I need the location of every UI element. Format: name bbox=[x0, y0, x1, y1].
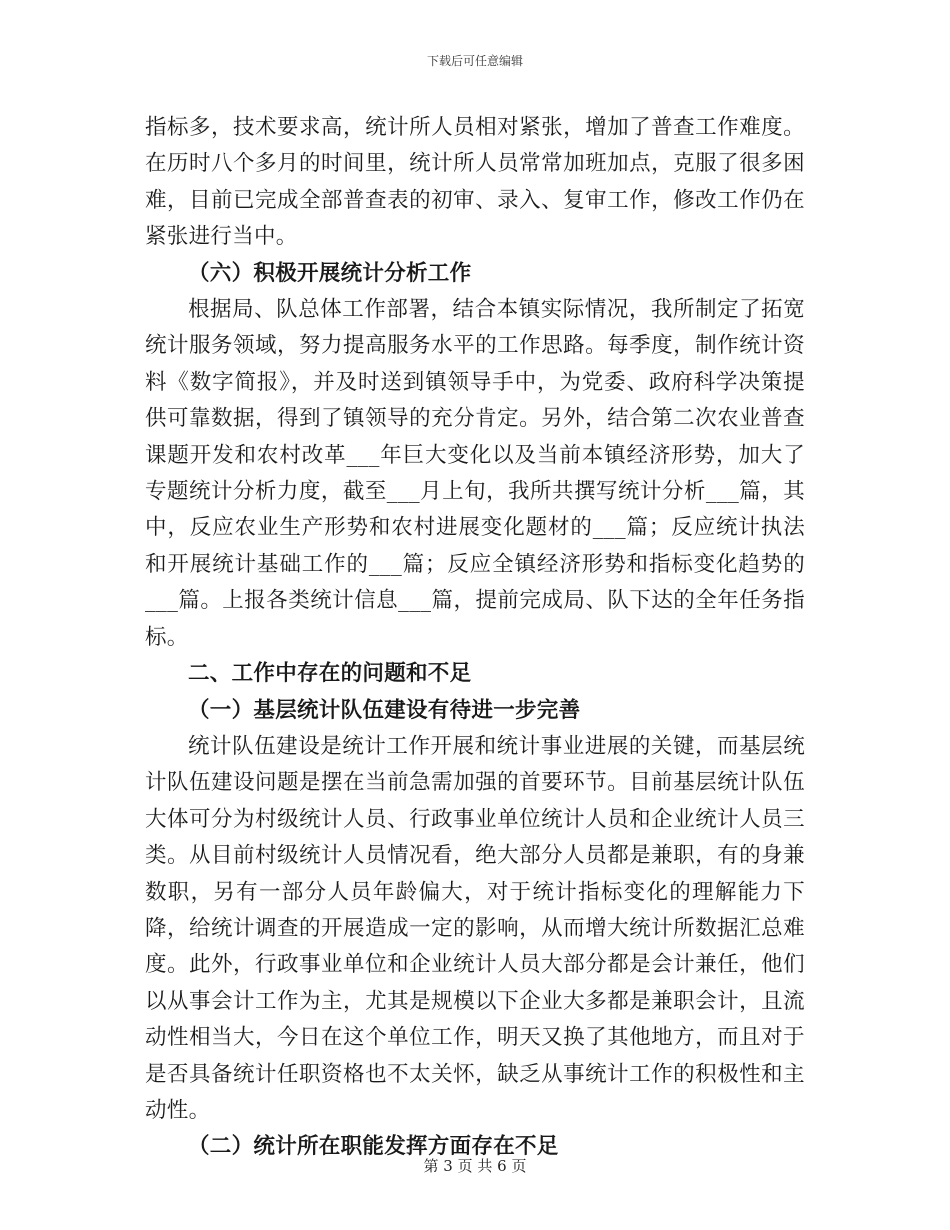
section-heading-problems: 二、工作中存在的问题和不足 bbox=[188, 661, 472, 687]
paragraph-team-building: 统计队伍建设是统计工作开展和统计事业进展的关键，而基层统计队伍建设问题是摆在当前急需加强的首要环节。目前基层统计队伍大体可分为村级统计人员、行政事业单位统计人员和企业统计人员三类。从目前村级统计人员情况看，绝大部分人员都是兼职，有的身兼数职，另有一部分人员年龄偏大，对于统计指标变化的理解能力下降，给统计调查的开展造成一定的影响，从而增大统计所数据汇总难度。此外，行政事业单位和企业统计人员大部分都是会计兼任，他们以从事会计工作为主，尤其是规模以下企业大多都是兼职会计，且流动性相当大，今日在这个单位工作，明天又换了其他地方，而且对于是否具备统计任职资格也不太关怀，缺乏从事统计工作的积极性和主动性。 bbox=[145, 733, 805, 1123]
page-number: 第 3 页 共 6 页 bbox=[423, 1157, 527, 1175]
paragraph-continuation: 指标多，技术要求高，统计所人员相对紧张，增加了普查工作难度。在历时八个多月的时间里，统计所人员常常加班加点，克服了很多困难，目前已完成全部普查表的初审、录入、复审工作，修改工作仍在紧张进行当中。 bbox=[145, 115, 805, 250]
section-heading-six: （六）积极开展统计分析工作 bbox=[188, 260, 472, 286]
page-header: 下载后可任意编辑 bbox=[426, 54, 523, 68]
document-body bbox=[145, 110, 805, 1166]
subsection-heading-two: （二）统计所在职能发挥方面存在不足 bbox=[188, 1134, 559, 1160]
paragraph-statistical-analysis: 根据局、队总体工作部署，结合本镇实际情况，我所制定了拓宽统计服务领域，努力提高服务水平的工作思路。每季度，制作统计资料《数字简报》，并及时送到镇领导手中，为党委、政府科学决策提供可靠数据，得到了镇领导的充分肯定。另外，结合第二次农业普查课题开发和农村改革___年巨大变化以及当前本镇经济形势，加大了专题统计分析力度，截至___月上旬，我所共撰写统计分析___篇，其中，反应农业生产形势和农村进展变化题材的___篇；反应统计执法和开展统计基础工作的___篇；反应全镇经济形势和指标变化趋势的___篇。上报各类统计信息___篇，提前完成局、队下达的全年任务指标。 bbox=[145, 297, 805, 650]
subsection-heading-one: （一）基层统计队伍建设有待进一步完善 bbox=[188, 697, 581, 723]
